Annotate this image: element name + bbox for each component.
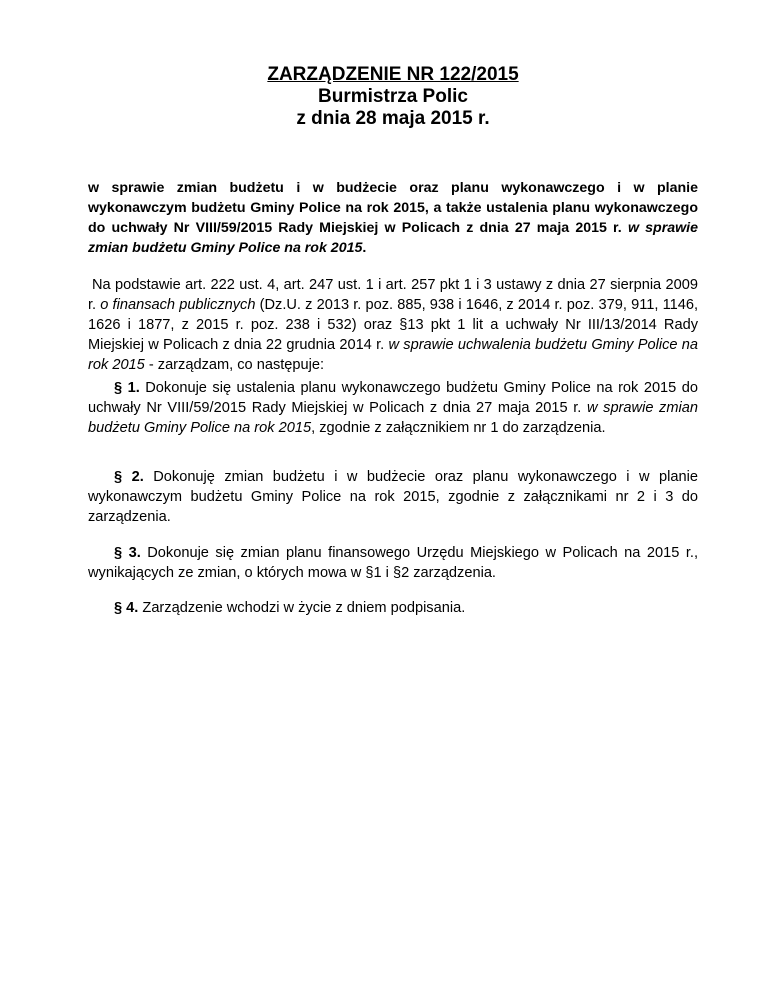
- document-subject: [88, 178, 698, 258]
- document-issuer: Burmistrza Polic: [318, 86, 468, 107]
- section-4-mark: § 4.: [114, 600, 139, 616]
- subject-end: .: [362, 240, 367, 256]
- section-1-italic: w sprawie zmian budżetu Gminy Police na rok 2015: [88, 400, 698, 436]
- section-1: [88, 378, 698, 438]
- section-3-text: Dokonuje się zmian planu finansowego Urzędu Miejskiego w Policach na 2015 r., wynikających ze zmian, o których mowa w §1 i §2 zarządzenia.: [88, 545, 698, 581]
- basis-part1: Na podstawie art. 222 ust. 4, art. 247 ust. 1 i art. 257 pkt 1 i 3 ustawy z dnia 27 sierpnia 2009 r.: [88, 277, 698, 313]
- basis-italic1: o finansach publicznych: [100, 297, 256, 313]
- section-3-mark: § 3.: [114, 545, 141, 561]
- basis-part2: (Dz.U. z 2013 r. poz. 885, 938 i 1646, z 2014 r. poz. 379, 911, 1146, 1626 i 1877, z 2015 r. poz. 238 i 532) oraz §13 pkt 1 lit a uchwały Nr III/13/2014 Rady Miejskiej w Policach z dnia 22 grudnia 2014 r.: [88, 297, 699, 353]
- basis-part3: - zarządzam, co następuje:: [148, 357, 325, 373]
- section-1-mark: § 1.: [114, 380, 140, 396]
- section-4: [88, 598, 698, 618]
- basis-italic2: w sprawie uchwalenia budżetu Gminy Police na rok 2015: [88, 337, 699, 373]
- legal-basis-paragraph: [88, 275, 698, 375]
- section-4-text: Zarządzenie wchodzi w życie z dniem podpisania.: [142, 600, 466, 616]
- section-2-mark: § 2.: [114, 469, 144, 485]
- document-date: z dnia 28 maja 2015 r.: [296, 108, 490, 129]
- subject-italic-title: w sprawie zmian budżetu Gminy Police na rok 2015: [88, 220, 698, 256]
- section-3: [88, 543, 698, 583]
- section-1-text: Dokonuje się ustalenia planu wykonawczego budżetu Gminy Police na rok 2015 do uchwały Nr VIII/59/2015 Rady Miejskiej w Policach z dnia 27 maja 2015 r.: [88, 380, 699, 416]
- section-2: [88, 467, 698, 527]
- document-title: ZARZĄDZENIE NR 122/2015: [267, 64, 519, 85]
- section-2-text: Dokonuję zmian budżetu i w budżecie oraz planu wykonawczego i w planie wykonawczym budżetu Gminy Police na rok 2015, zgodnie z załącznikami nr 2 i 3 do zarządzenia.: [88, 469, 698, 525]
- section-1-text-end: , zgodnie z załącznikiem nr 1 do zarządzenia.: [311, 420, 606, 436]
- document-header: [88, 64, 698, 130]
- subject-text: w sprawie zmian budżetu i w budżecie oraz planu wykonawczego i w planie wykonawczym budżetu Gminy Police na rok 2015, a także ustalenia planu wykonawczego do uchwały Nr VIII/59/2015 Rady Miejskiej w Policach z dnia 27 maja 2015 r.: [88, 180, 698, 236]
